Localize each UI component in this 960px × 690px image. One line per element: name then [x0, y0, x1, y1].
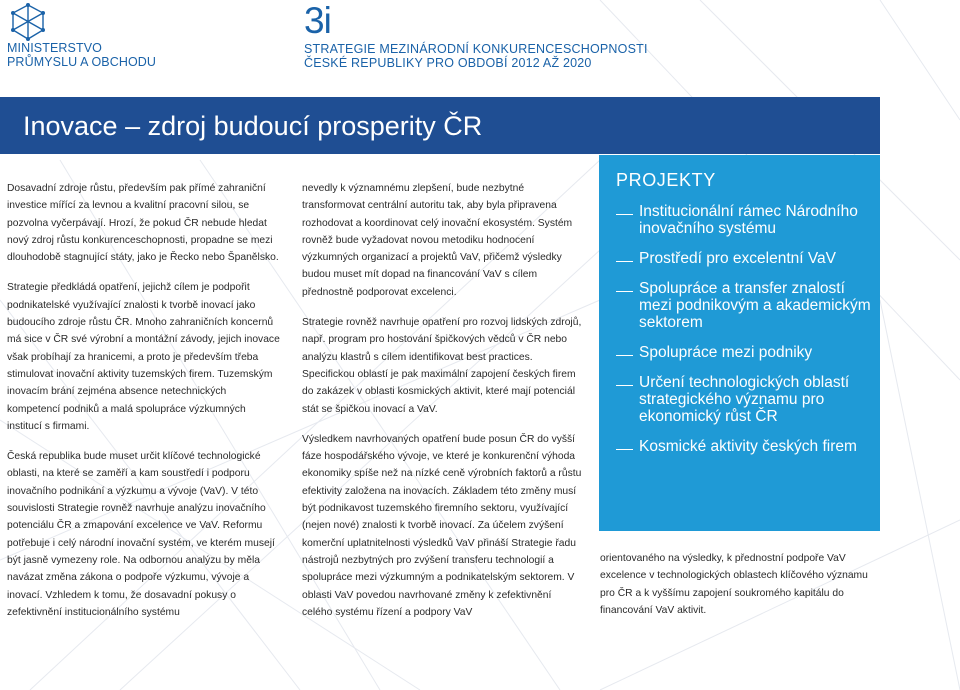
project-item — [616, 280, 876, 331]
project-item-label: Prostředí pro excelentní VaV — [639, 250, 837, 267]
ministry-logo — [6, 2, 50, 42]
dash-bullet-icon — [616, 261, 633, 262]
project-item — [616, 438, 876, 455]
paragraph: Výsledkem navrhovaných opatření bude posun ČR do vyšší fáze hospodářského vývoje, ve které je konkurenční výhoda ekonomiky spíše než na nízké ceně výrobních faktorů a růstu efektivity založena na inovacích. Základem této změny musí být podnikavost tuzemského firemního sektoru, využívající (nejen nové) znalosti k tvorbě inovací. Za účelem zvýšení komerční uplatnitelnosti výsledků VaV přináší Strategie řadu nástrojů nezbytných pro zvýšení transferu technologií a spolupráce mezi výzkumným a podnikatelským sektorem. V oblasti VaV povedou navrhované změny k zefektivnění celého systému řízení a podpory VaV — [302, 433, 582, 618]
project-item-label: Spolupráce mezi podniky — [639, 344, 813, 361]
dash-bullet-icon — [616, 385, 633, 386]
paragraph: Česká republika bude muset určit klíčové technologické oblasti, na které se zaměří a kam soustředí i podporu inovačního podnikání a výzkumu a vývoje (VaV). V této souvislosti Strategie rovněž navrhuje analýzu inovačního potenciálu ČR a zmapování excelence ve VaV. Reformu potřebuje i celý národní inovační systém, ve kterém musejí být jasně vymezeny role. Na odbornou analýzu by měla navázat změna zákona o podpoře výzkumu, vývoje a inovací. Vzhledem k tomu, že dosavadní pokusy o zefektivnění institucionálního systému — [7, 451, 275, 618]
project-item — [616, 203, 876, 237]
projects-box — [599, 155, 880, 531]
project-item-label: Spolupráce a transfer znalostí mezi podnikovým a akademickým sektorem — [639, 280, 871, 331]
ministry-name-line: PRŮMYSLU A OBCHODU — [7, 55, 157, 69]
strategy-subtitle — [304, 42, 648, 70]
brand-3i: 3i — [304, 0, 331, 41]
project-item-label: Institucionální rámec Národního inovačního systému — [639, 203, 858, 237]
strategy-subtitle-line: STRATEGIE MEZINÁRODNÍ KONKURENCESCHOPNOSTI — [304, 42, 648, 56]
ministry-name — [7, 41, 156, 69]
paragraph: orientovaného na výsledky, k přednostní podpoře VaV excelence v technologických oblastech klíčového významu pro ČR a k vyššímu zapojení soukromého kapitálu do financování VaV aktivit. — [600, 553, 868, 616]
text-column-1 — [7, 180, 282, 634]
dash-bullet-icon — [616, 214, 633, 215]
project-item — [616, 374, 876, 425]
paragraph: Strategie rovněž navrhuje opatření pro rozvoj lidských zdrojů, např. program pro hostování špičkových vědců v ČR nebo analýzu klastrů s cílem identifikovat best practices. Specifickou oblastí je pak maximální zapojení českých firem do zakázek v oblasti kosmických aktivit, které mají potenciál stát se špičkou inovací a VaV. — [302, 317, 582, 415]
page-title: Inovace – zdroj budoucí prosperity ČR — [23, 111, 483, 141]
projects-list — [616, 203, 876, 468]
paragraph: Dosavadní zdroje růstu, především pak přímé zahraniční investice mířící za levnou a kvalitní pracovní silou, se pozvolna vyčerpávají. Hrozí, že pokud ČR nebude hledat nový zdroj růstu konkurenceschopnosti, propadne se mezi dlouhodobě stagnující státy, jako je Řecko nebo Španělsko. — [7, 183, 279, 264]
dash-bullet-icon — [616, 291, 633, 292]
dash-bullet-icon — [616, 449, 633, 450]
title-banner — [0, 97, 880, 154]
paragraph: nevedly k významnému zlepšení, bude nezbytné transformovat centrální autoritu tak, aby byla připravena rozhodovat a koordinovat celý inovační ekosystém. Systém rovněž bude vyžadovat novou metodiku hodnocení výzkumných organizací a projektů VaV, přičemž výsledky budou muset mít dopad na financování VaV s cílem přednostně podporovat excelenci. — [302, 183, 573, 298]
dash-bullet-icon — [616, 355, 633, 356]
strategy-subtitle-line: ČESKÉ REPUBLIKY PRO OBDOBÍ 2012 AŽ 2020 — [304, 56, 592, 70]
projects-heading: PROJEKTY — [616, 170, 716, 190]
project-item — [616, 344, 876, 361]
text-column-3 — [600, 550, 880, 632]
paragraph: Strategie předkládá opatření, jejichž cílem je podpořit podnikatelské využívající znalosti k tvorbě inovací jako budoucího zdroje růstu ČR. Mnoho zahraničních koncernů má sice v ČR své výrobní a montážní závody, jejich inovace však probíhají za hranicemi, a proto je především třeba stimulovat inovační aktivity tuzemských firem. Tuzemským inovacím brání zejména absence netechnických kompetencí podniků a malá spolupráce výzkumných institucí s firmami. — [7, 282, 280, 432]
project-item-label: Kosmické aktivity českých firem — [639, 438, 857, 455]
project-item-label: Určení technologických oblastí strategického významu pro ekonomický růst ČR — [639, 374, 850, 425]
project-item — [616, 250, 876, 267]
text-column-2 — [302, 180, 582, 634]
strategy-header — [304, 2, 648, 70]
ministry-name-line: MINISTERSTVO — [7, 41, 102, 55]
